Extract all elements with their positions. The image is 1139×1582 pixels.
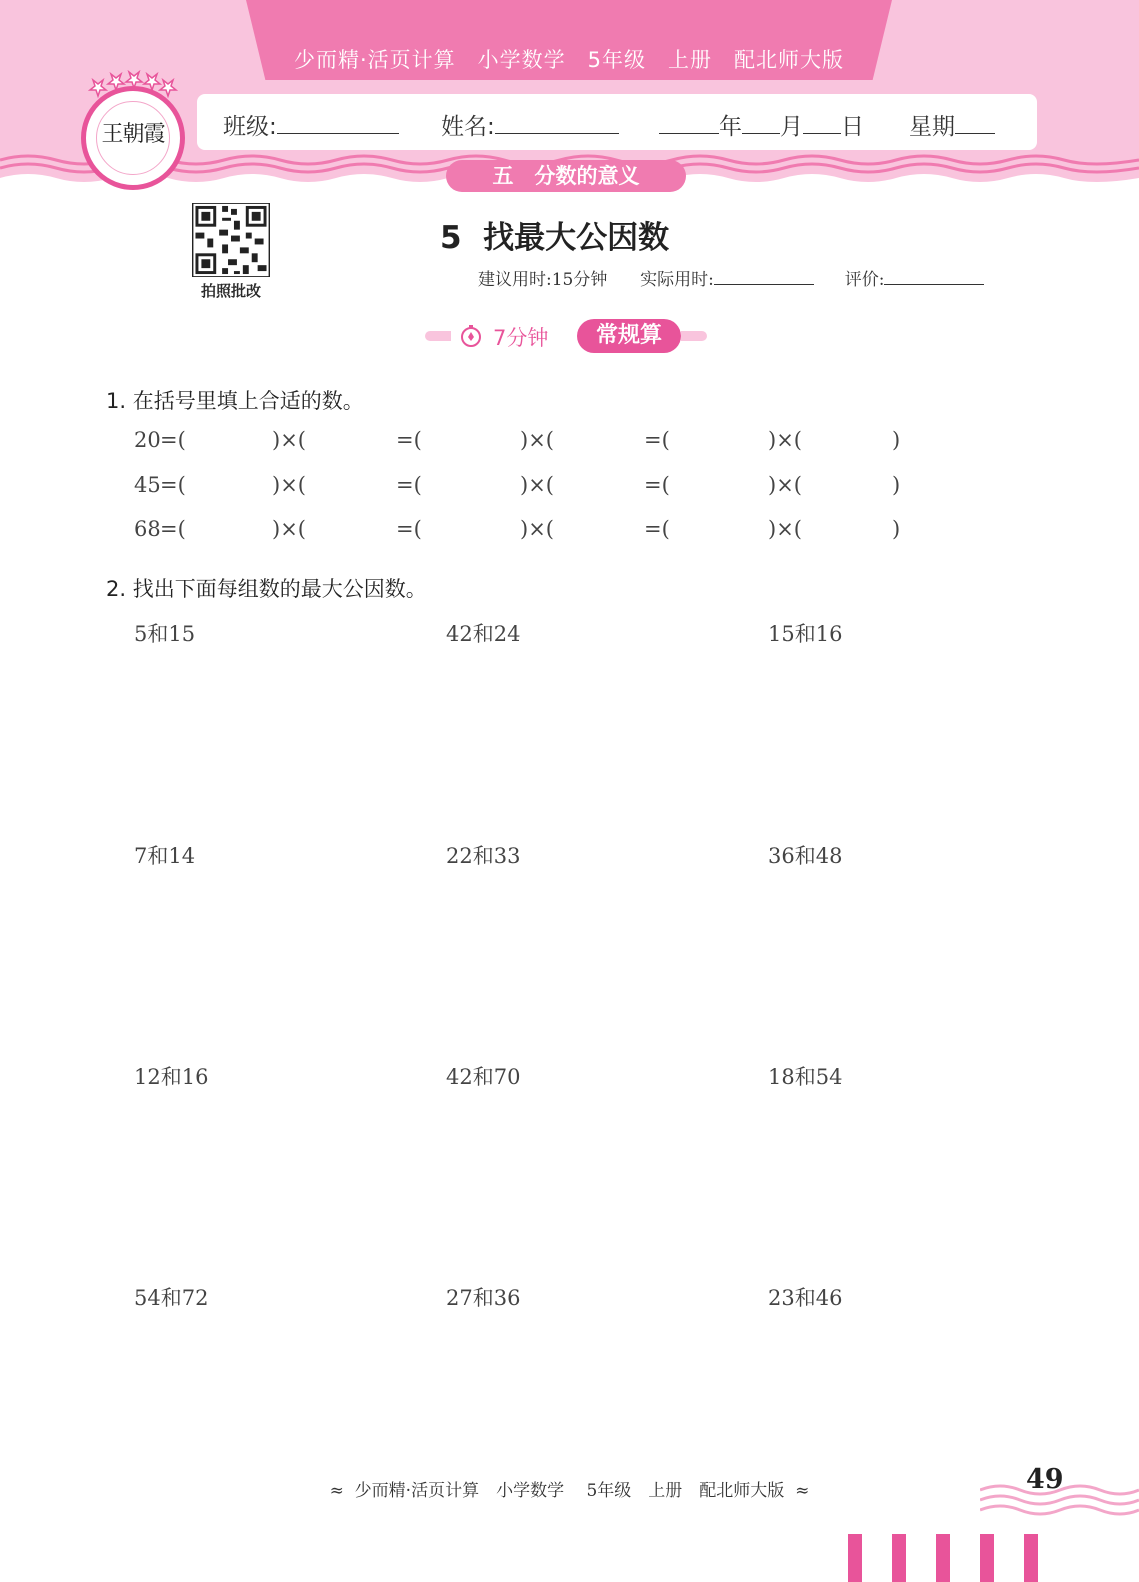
number-pair: 5和15 [134,622,196,646]
number-pair: 36和48 [768,844,843,868]
evaluation-blank[interactable] [884,266,984,285]
weekday-field[interactable]: 星期 [909,108,995,141]
section-title: 五 分数的意义 [446,160,686,192]
number-pair: 15和16 [768,622,843,646]
time-info-row [478,265,984,290]
student-info-box [197,94,1037,150]
number-pair: 23和46 [768,1286,843,1310]
timer-banner [425,318,707,354]
number-pair: 18和54 [768,1065,843,1089]
q1-number: 20 [134,428,161,452]
series-title: 少而精·活页计算 小学数学 5年级 上册 配北师大版 [293,48,845,72]
stopwatch-icon [459,324,483,348]
question-1-title: 1. 在括号里填上合适的数。 [106,389,364,413]
q1-number: 68 [134,517,161,541]
number-pair: 27和36 [446,1286,521,1310]
question-2-title: 2. 找出下面每组数的最大公因数。 [106,577,427,601]
evaluation-label: 评价: [844,270,885,290]
actual-time-label: 实际用时: [640,270,714,290]
q1-number: 45 [134,473,161,497]
timer-badge: 常规算 [577,319,681,353]
number-pair: 54和72 [134,1286,209,1310]
suggested-time: 建议用时:15分钟 [478,270,608,290]
qr-code-icon[interactable] [192,203,270,277]
number-pair: 42和24 [446,622,521,646]
number-pair: 22和33 [446,844,521,868]
footer-series-title: ≈ 少而精·活页计算 小学数学 5年级 上册 配北师大版 ≈ [329,1481,810,1501]
number-pair: 42和70 [446,1065,521,1089]
logo-text: 王朝霞 [101,122,165,147]
brand-logo [81,86,185,190]
number-pair: 7和14 [134,844,196,868]
name-field[interactable]: 姓名: [441,108,619,141]
timer-label: 7分钟 [493,326,549,350]
qr-label: 拍照批改 [200,282,261,300]
lesson-title: 5 找最大公因数 [440,220,670,256]
date-field[interactable]: 年 月 日 [659,108,864,141]
number-pair: 12和16 [134,1065,209,1089]
footer-bars-decoration [846,1534,1046,1582]
page-number: 49 [1026,1464,1064,1495]
actual-time-blank[interactable] [714,266,814,285]
class-field[interactable]: 班级: [223,108,399,141]
